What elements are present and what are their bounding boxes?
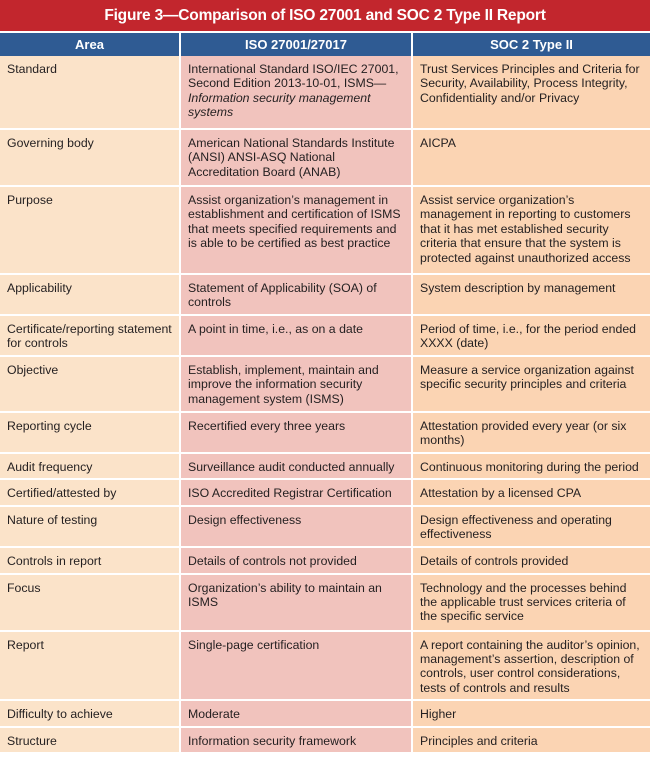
table-row (0, 727, 650, 753)
cell-soc: Design effectiveness and operating effectiveness (412, 506, 650, 547)
cell-soc: Continuous monitoring during the period (412, 453, 650, 479)
table-row (0, 274, 650, 315)
cell-area: Objective (0, 356, 180, 412)
cell-soc: Attestation provided every year (or six months) (412, 412, 650, 453)
cell-soc: Assist service organization’s management in reporting to customers that it has met established security criteria that ensure that the system is protected against unauthorized access (412, 186, 650, 274)
table-row (0, 186, 650, 274)
cell-soc: AICPA (412, 129, 650, 186)
cell-area: Governing body (0, 129, 180, 186)
table-row (0, 700, 650, 726)
cell-iso: American National Standards Institute (ANSI) ANSI-ASQ National Accreditation Board (ANAB) (180, 129, 412, 186)
figure-title: Figure 3—Comparison of ISO 27001 and SOC 2 Type II Report (0, 0, 650, 31)
table-row (0, 315, 650, 356)
cell-iso: Recertified every three years (180, 412, 412, 453)
table-row (0, 631, 650, 701)
cell-area: Purpose (0, 186, 180, 274)
cell-iso: Design effectiveness (180, 506, 412, 547)
cell-area: Difficulty to achieve (0, 700, 180, 726)
cell-soc: Details of controls provided (412, 547, 650, 574)
cell-area: Standard (0, 56, 180, 129)
cell-iso: A point in time, i.e., as on a date (180, 315, 412, 356)
cell-area: Report (0, 631, 180, 701)
table-row (0, 412, 650, 453)
cell-area: Applicability (0, 274, 180, 315)
cell-iso: Moderate (180, 700, 412, 726)
table-row (0, 506, 650, 547)
cell-soc: Period of time, i.e., for the period ended XXXX (date) (412, 315, 650, 356)
cell-iso: Statement of Applicability (SOA) of controls (180, 274, 412, 315)
table-row (0, 56, 650, 129)
cell-iso: Establish, implement, maintain and improve the information security management system (ISMS) (180, 356, 412, 412)
table-row (0, 574, 650, 631)
cell-soc: Principles and criteria (412, 727, 650, 753)
cell-soc: Higher (412, 700, 650, 726)
cell-area: Focus (0, 574, 180, 631)
cell-area: Structure (0, 727, 180, 753)
cell-soc: Technology and the processes behind the applicable trust services criteria of the specific service (412, 574, 650, 631)
table-row (0, 129, 650, 186)
cell-iso-italic: Information security management systems (188, 90, 371, 120)
cell-iso: Assist organization’s management in establishment and certification of ISMS that meets specified requirements and is able to be certified as best practice (180, 186, 412, 274)
table-body (0, 56, 650, 753)
cell-iso (180, 56, 412, 129)
cell-area: Certificate/reporting statement for controls (0, 315, 180, 356)
cell-soc: Trust Services Principles and Criteria for Security, Availability, Process Integrity, Confidentiality and/or Privacy (412, 56, 650, 129)
cell-iso-text: International Standard ISO/IEC 27001, Second Edition 2013-10-01, ISMS— (188, 62, 399, 91)
comparison-table (0, 33, 650, 754)
cell-area: Certified/attested by (0, 479, 180, 505)
cell-iso: Single-page certification (180, 631, 412, 701)
header-soc: SOC 2 Type II (412, 33, 650, 56)
cell-soc: Attestation by a licensed CPA (412, 479, 650, 505)
cell-soc: A report containing the auditor’s opinion, management’s assertion, description of controls, user control considerations, tests of controls and results (412, 631, 650, 701)
cell-soc: Measure a service organization against specific security principles and criteria (412, 356, 650, 412)
cell-area: Audit frequency (0, 453, 180, 479)
cell-iso: ISO Accredited Registrar Certification (180, 479, 412, 505)
table-row (0, 547, 650, 574)
table-row (0, 453, 650, 479)
cell-area: Controls in report (0, 547, 180, 574)
header-row (0, 33, 650, 56)
cell-iso: Information security framework (180, 727, 412, 753)
cell-area: Reporting cycle (0, 412, 180, 453)
table-row (0, 356, 650, 412)
cell-area: Nature of testing (0, 506, 180, 547)
table-row (0, 479, 650, 505)
cell-soc: System description by management (412, 274, 650, 315)
header-area: Area (0, 33, 180, 56)
cell-iso: Organization’s ability to maintain an ISMS (180, 574, 412, 631)
cell-iso: Surveillance audit conducted annually (180, 453, 412, 479)
cell-iso: Details of controls not provided (180, 547, 412, 574)
header-iso: ISO 27001/27017 (180, 33, 412, 56)
